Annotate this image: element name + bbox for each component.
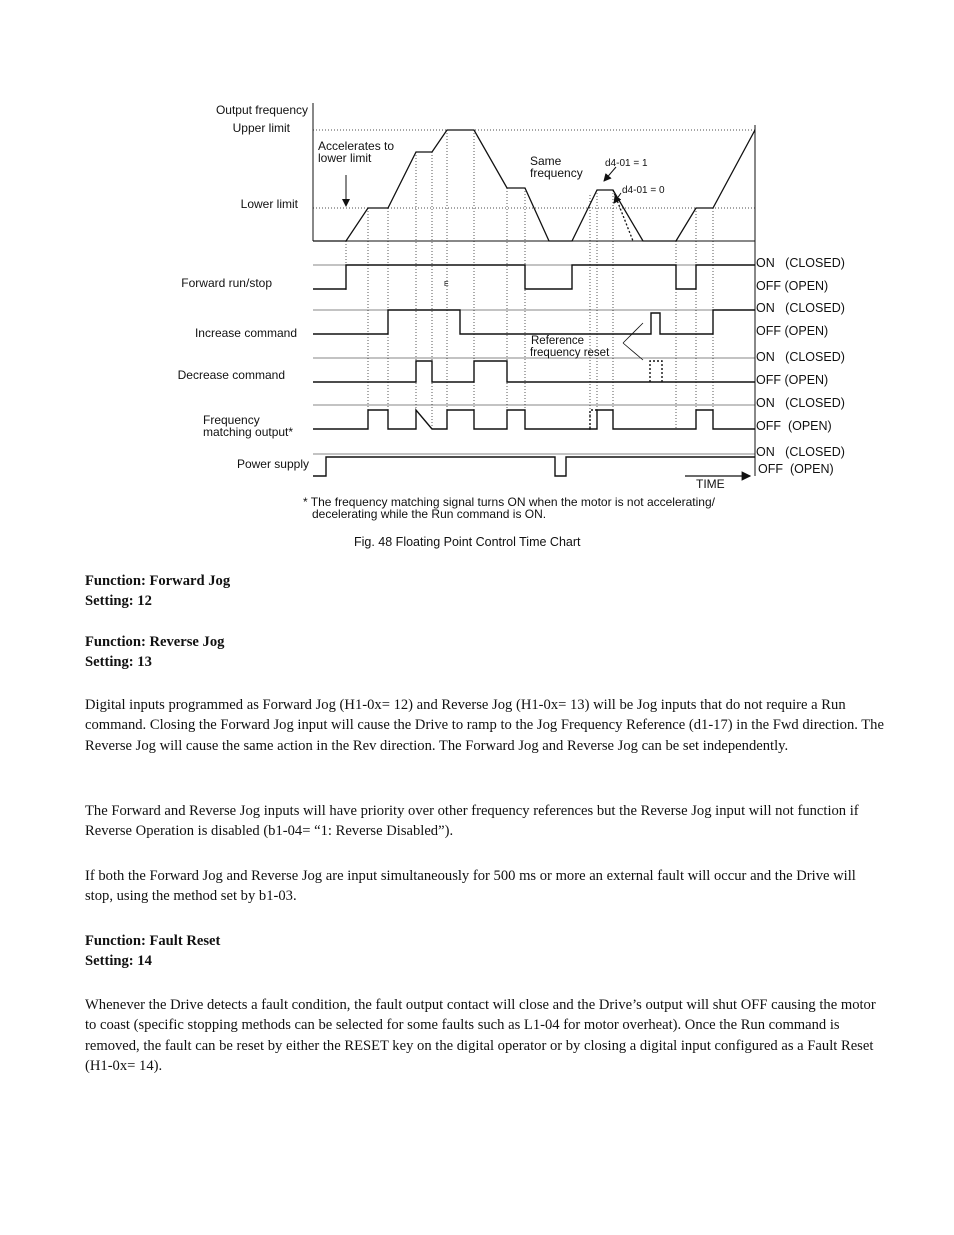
- upper-limit-label: Upper limit: [232, 121, 290, 135]
- time-label: TIME: [696, 477, 725, 491]
- power-supply-label: Power supply: [236, 457, 309, 471]
- signal-baselines: [313, 265, 755, 454]
- same-frequency-annotation-1: Same: [530, 154, 562, 168]
- increase-on-label: ON (CLOSED): [756, 301, 845, 315]
- reference-reset-arrow-a: [623, 323, 643, 343]
- reference-reset-annotation-2: frequency reset: [530, 347, 610, 359]
- decrease-command-label: Decrease command: [177, 368, 285, 382]
- forward-run-off-label: OFF (OPEN): [756, 279, 829, 293]
- forward-run-on-label: ON (CLOSED): [756, 256, 845, 270]
- lower-limit-label: Lower limit: [240, 197, 298, 211]
- increase-command-waveform: [313, 310, 755, 334]
- forward-jog-function: Function: Forward Jog: [85, 573, 231, 589]
- forward-jog-setting: Setting: 12: [85, 593, 152, 610]
- frequency-matching-waveform: [313, 410, 755, 429]
- figure-caption: Fig. 48 Floating Point Control Time Chart: [354, 535, 581, 549]
- timing-chart: [0, 0, 954, 560]
- power-supply-on-label: ON (CLOSED): [756, 445, 845, 459]
- accelerates-annotation-1: Accelerates to: [318, 139, 395, 153]
- forward-jog-heading: [85, 571, 885, 612]
- frequency-matching-on-label: ON (CLOSED): [756, 396, 845, 410]
- increase-command-label: Increase command: [194, 326, 297, 340]
- power-supply-off-label: OFF (OPEN): [758, 462, 834, 476]
- accelerates-annotation-2: lower limit: [318, 151, 372, 165]
- jog-inputs-paragraph: Digital inputs programmed as Forward Jog (H1-0x= 12) and Reverse Jog (H1-0x= 13) will be Jog inputs that do not require a Run command. Closing the Forward Jog input will cause the Drive to ramp to the Jog Frequency Reference (d1-17) in the Fwd direction. The Reverse Jog will cause the same action in the Rev direction. The Forward Jog and Reverse Jog can be set independently.: [85, 697, 884, 754]
- jog-simultaneous-paragraph: If both the Forward Jog and Reverse Jog are input simultaneously for 500 ms or more an external fault will occur and the Drive will stop, using the method set by b1-03.: [85, 868, 856, 905]
- output-frequency-label: Output frequency: [215, 103, 308, 117]
- reference-reset-arrow-b: [623, 343, 643, 360]
- decrease-on-label: ON (CLOSED): [756, 350, 845, 364]
- small-mark: E: [444, 281, 449, 288]
- fault-reset-paragraph: Whenever the Drive detects a fault condition, the fault output contact will close and the Drive’s output will shut OFF causing the motor to coast (specific stopping methods can be selected for some faults such as L1-04 for motor overheat). Once the Run command is removed, the fault can be reset by either the RESET key on the digital operator or by closing a digital input configured as a Fault Reset (H1-0x= 14).: [85, 997, 876, 1075]
- fault-reset-setting: Setting: 14: [85, 953, 152, 970]
- reverse-jog-heading: [85, 632, 885, 673]
- power-supply-waveform: [313, 457, 755, 476]
- footnote-line-1: * The frequency matching signal turns ON when the motor is not accelerating/: [303, 495, 715, 509]
- reset-decel-dotted: [613, 190, 633, 241]
- same-frequency-annotation-2: frequency: [530, 166, 583, 180]
- increase-off-label: OFF (OPEN): [756, 324, 829, 338]
- frequency-matching-off-label: OFF (OPEN): [756, 419, 832, 433]
- frequency-matching-dotted: [590, 410, 597, 429]
- fault-reset-function: Function: Fault Reset: [85, 933, 221, 949]
- frequency-matching-label-1: Frequency: [203, 413, 260, 427]
- reverse-jog-setting: Setting: 13: [85, 654, 152, 671]
- d4-01-eq-1-annotation: d4-01 = 1: [605, 158, 648, 169]
- reference-reset-annotation-1: Reference: [531, 335, 585, 347]
- decrease-reset-dotted: [650, 361, 662, 382]
- decrease-command-waveform: [313, 361, 755, 382]
- decrease-off-label: OFF (OPEN): [756, 373, 829, 387]
- d4-01-eq-1-arrow: [604, 167, 616, 181]
- reverse-jog-function: Function: Reverse Jog: [85, 634, 225, 650]
- frequency-matching-label-2: matching output*: [203, 425, 294, 439]
- forward-run-waveform: [313, 265, 755, 289]
- footnote-line-2: decelerating while the Run command is ON.: [312, 507, 547, 521]
- jog-priority-paragraph: The Forward and Reverse Jog inputs will have priority over other frequency references but the Reverse Jog input will not function if Reverse Operation is disabled (b1-04= “1: Reverse Disabled”).: [85, 803, 859, 840]
- d4-01-eq-0-annotation: d4-01 = 0: [622, 185, 665, 196]
- fault-reset-heading: [85, 931, 885, 972]
- forward-run-label: Forward run/stop: [181, 276, 272, 290]
